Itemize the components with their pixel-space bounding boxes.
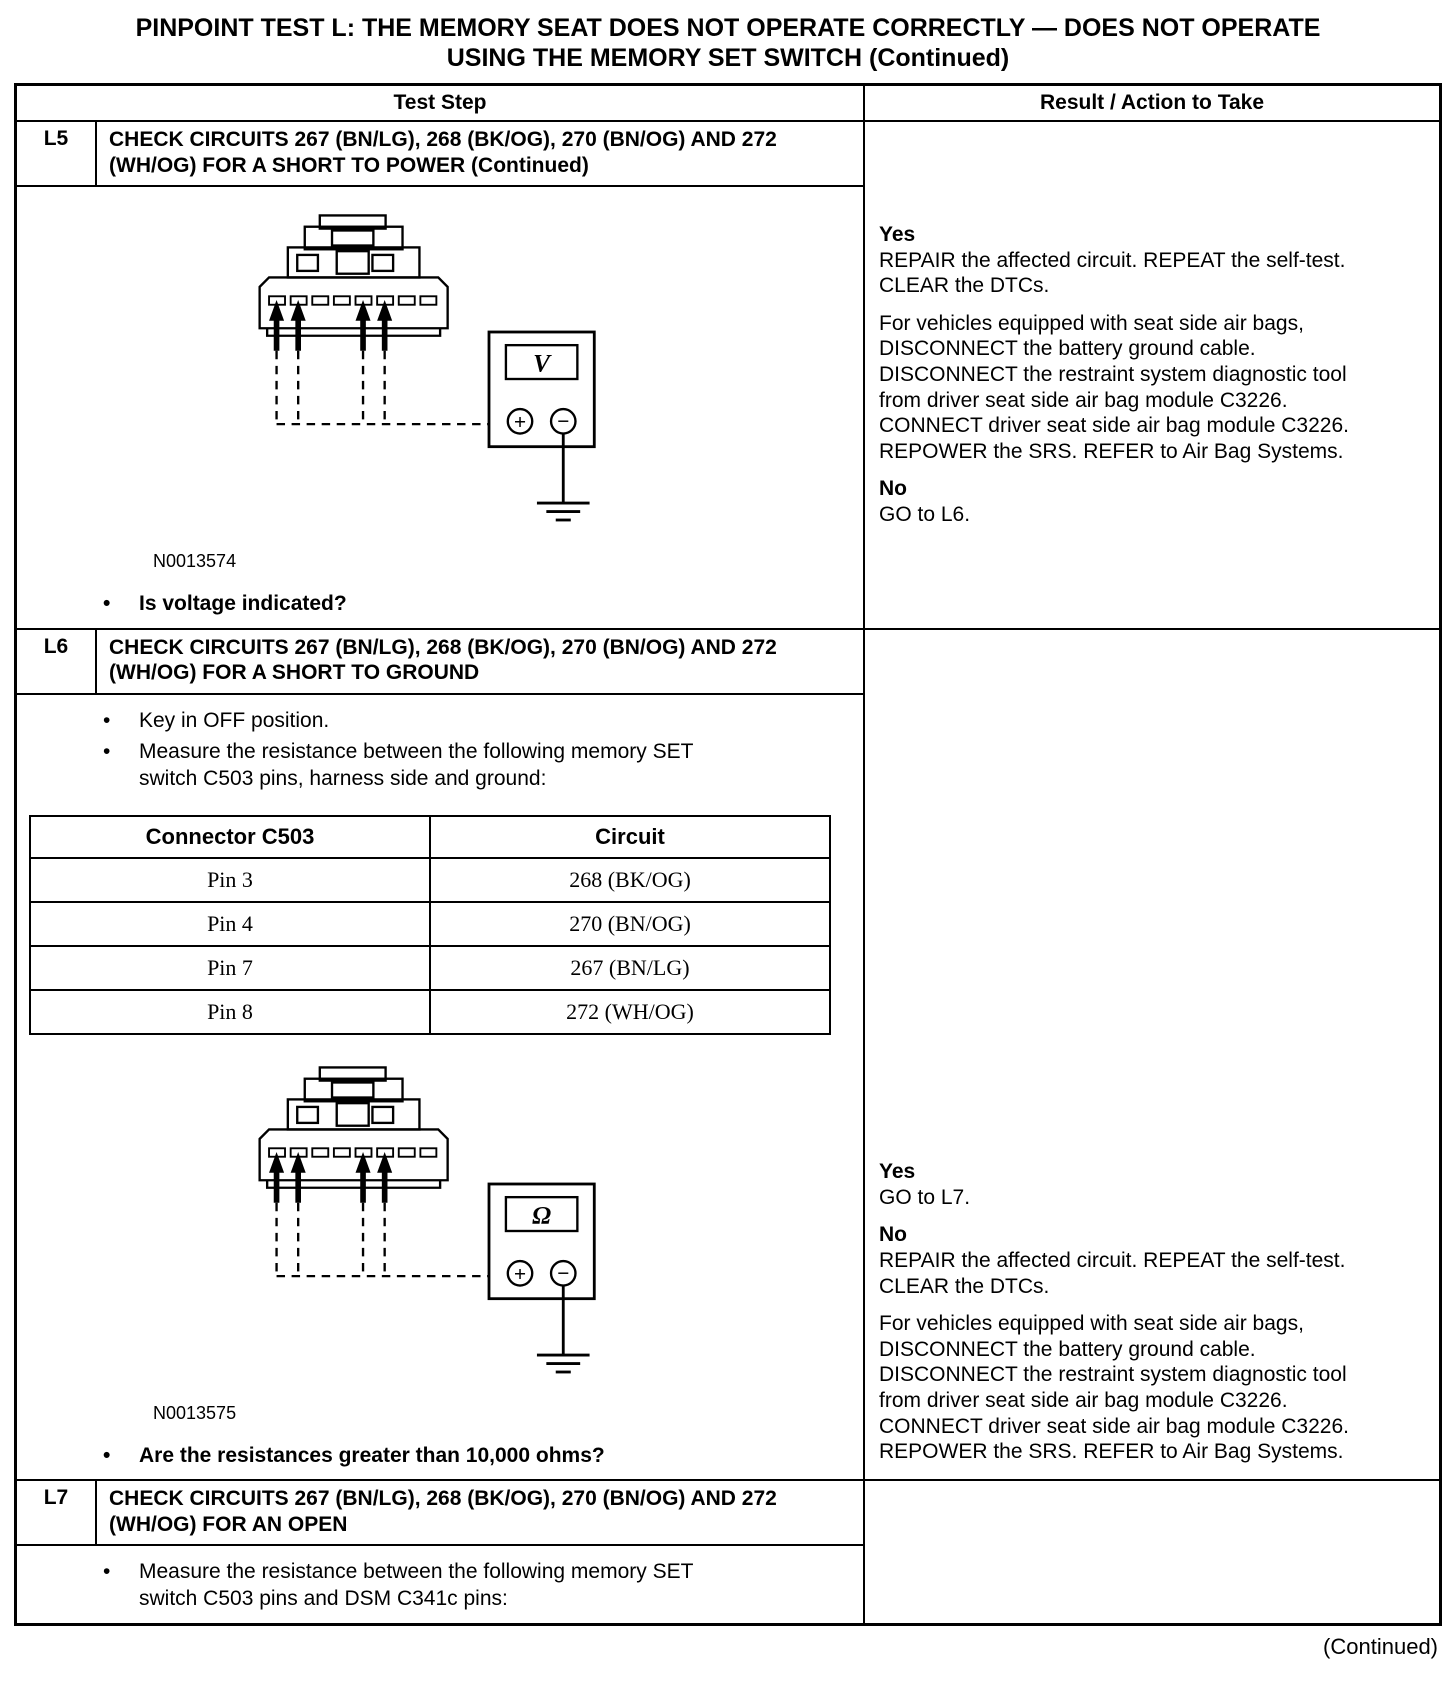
result-yes-label: Yes <box>879 1160 916 1184</box>
svg-text:−: − <box>557 1261 570 1285</box>
figure-label: N0013575 <box>153 1402 237 1423</box>
probe-arrows <box>269 1152 392 1203</box>
step-l5-id: L5 <box>17 122 97 185</box>
connector-pin-slots <box>269 296 436 304</box>
meter-function-label: Ω <box>532 1201 552 1230</box>
pin-table-header-connector: Connector C503 <box>30 816 430 858</box>
circuit-cell: 267 (BN/LG) <box>430 946 830 990</box>
continued-note: (Continued) <box>1323 1633 1438 1659</box>
pin-table-header-row <box>30 816 830 858</box>
page-title <box>14 14 1442 73</box>
pin-table-header-circuit: Circuit <box>430 816 830 858</box>
circuit-cell: 272 (WH/OG) <box>430 990 830 1034</box>
connector-pin-table <box>29 815 831 1035</box>
step-l7-id: L7 <box>17 1481 97 1544</box>
step-row-l5 <box>17 122 1439 628</box>
pin-table-row <box>30 902 830 946</box>
step-l5-body <box>17 187 863 627</box>
result-no-label: No <box>879 477 907 501</box>
voltmeter-wiring-diagram <box>207 209 677 549</box>
step-l7-title: CHECK CIRCUITS 267 (BN/LG), 268 (BK/OG), 270 (BN/OG) AND 272 (WH/OG) FOR AN OPEN <box>109 1486 777 1536</box>
svg-text:−: − <box>557 410 570 434</box>
bullet-icon: • <box>103 740 111 764</box>
pin-table-row <box>30 990 830 1034</box>
table-header-row <box>17 86 1439 122</box>
pin-cell: Pin 8 <box>30 990 430 1034</box>
meter-icon <box>489 1184 594 1299</box>
step-l6-bullet-2: • Measure the resistance between the following memory SET switch C503 pins, harness side and ground: <box>17 738 863 793</box>
pin-cell: Pin 7 <box>30 946 430 990</box>
svg-text:+: + <box>513 411 527 435</box>
result-yes-text2: For vehicles equipped with seat side air bags, DISCONNECT the battery ground cable. DISCONNECT the restraint system diagnostic tool from driver seat side air bag module C3226. CONNECT driver seat side air bag module C3226. REPOWER the SRS. REFER to Air Bag Systems. <box>879 311 1349 463</box>
step-l6-title: CHECK CIRCUITS 267 (BN/LG), 268 (BK/OG), 270 (BN/OG) AND 272 (WH/OG) FOR A SHORT TO GROUND <box>109 635 777 685</box>
page-title-line2: USING THE MEMORY SET SWITCH (Continued) <box>446 43 1010 72</box>
step-l7-bullet-1: • Measure the resistance between the following memory SET switch C503 pins and DSM C341c pins: <box>17 1558 863 1613</box>
connector-icon <box>260 1067 448 1187</box>
probe-arrows <box>269 300 392 351</box>
step-l7-result-cell <box>865 1481 1439 1623</box>
step-l6-figure <box>153 1061 727 1424</box>
step-l6-result-cell <box>865 630 1439 1479</box>
step-l5-title: CHECK CIRCUITS 267 (BN/LG), 268 (BK/OG), 270 (BN/OG) AND 272 (WH/OG) FOR A SHORT TO POWER (Continued) <box>109 128 777 177</box>
ohmmeter-wiring-diagram <box>207 1061 677 1401</box>
pin-table-row <box>30 946 830 990</box>
test-leads <box>277 1202 506 1275</box>
step-row-l7 <box>17 1479 1439 1623</box>
step-row-l6 <box>17 628 1439 1479</box>
page-title-line1: PINPOINT TEST L: THE MEMORY SEAT DOES NOT OPERATE CORRECTLY — DOES NOT OPERATE <box>135 14 1321 42</box>
pinpoint-test-table <box>14 83 1442 1626</box>
step-l5-header <box>17 122 863 187</box>
meter-icon <box>489 332 594 447</box>
step-l5-question: • Is voltage indicated? <box>17 590 863 617</box>
bullet-icon: • <box>103 592 111 616</box>
result-no-label: No <box>879 1223 907 1247</box>
result-no-text2: For vehicles equipped with seat side air bags, DISCONNECT the battery ground cable. DISCONNECT the restraint system diagnostic tool from driver seat side air bag module C3226. CONNECT driver seat side air bag module C3226. REPOWER the SRS. REFER to Air Bag Systems. <box>879 1312 1349 1464</box>
step-l6-question: • Are the resistances greater than 10,000 ohms? <box>17 1442 863 1469</box>
result-yes-text: GO to L7. <box>879 1185 971 1209</box>
step-l6-id: L6 <box>17 630 97 693</box>
pin-cell: Pin 3 <box>30 858 430 902</box>
result-yes-text: REPAIR the affected circuit. REPEAT the self-test. CLEAR the DTCs. <box>879 248 1346 298</box>
step-l6-test-step-cell <box>17 630 865 1479</box>
bullet-icon: • <box>103 1443 111 1467</box>
step-l7-body <box>17 1546 863 1623</box>
pin-table-row <box>30 858 830 902</box>
result-yes-label: Yes <box>879 222 916 246</box>
step-l5-test-step-cell <box>17 122 865 628</box>
step-l5-figure <box>153 209 727 572</box>
step-l7-header <box>17 1481 863 1546</box>
connector-icon <box>260 216 448 336</box>
test-leads <box>277 351 506 424</box>
meter-function-label: V <box>533 349 551 378</box>
step-l6-body <box>17 695 863 1479</box>
step-l5-result-cell <box>865 122 1439 628</box>
column-header-result: Result / Action to Take <box>1039 91 1265 114</box>
circuit-cell: 268 (BK/OG) <box>430 858 830 902</box>
column-header-test-step: Test Step <box>17 86 865 120</box>
svg-text:+: + <box>513 1262 527 1286</box>
circuit-cell: 270 (BN/OG) <box>430 902 830 946</box>
step-l6-header <box>17 630 863 695</box>
pin-cell: Pin 4 <box>30 902 430 946</box>
result-no-text: GO to L6. <box>879 503 971 526</box>
connector-pin-slots <box>269 1148 436 1156</box>
figure-label: N0013574 <box>153 551 237 572</box>
step-l6-bullet-1: • Key in OFF position. <box>17 707 863 734</box>
bullet-icon: • <box>103 1560 111 1584</box>
bullet-icon: • <box>103 708 111 732</box>
result-no-text: REPAIR the affected circuit. REPEAT the self-test. CLEAR the DTCs. <box>879 1249 1346 1298</box>
step-l7-test-step-cell <box>17 1481 865 1623</box>
